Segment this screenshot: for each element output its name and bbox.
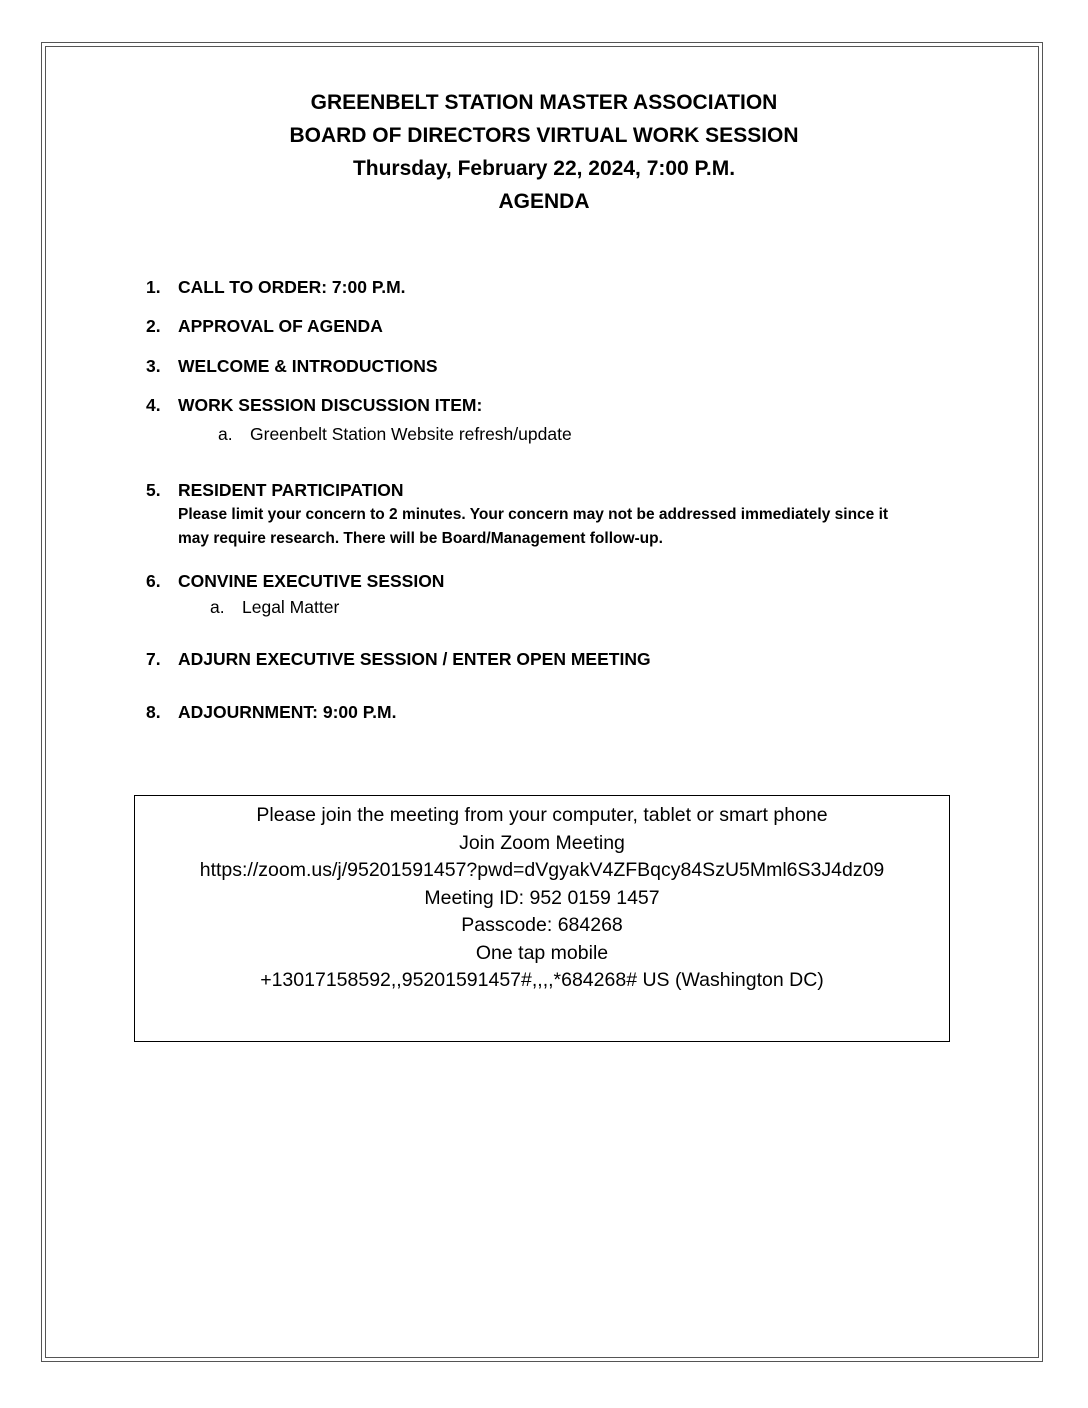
agenda-subitem-4a	[218, 424, 572, 445]
zoom-info-box	[134, 795, 950, 1042]
zoom-passcode: Passcode: 684268	[461, 914, 623, 936]
agenda-item-number: 6.	[146, 571, 161, 591]
organization-title: GREENBELT STATION MASTER ASSOCIATION	[310, 91, 778, 114]
agenda-item-1	[146, 277, 406, 298]
agenda-item-number: 7.	[146, 649, 161, 669]
zoom-meeting-link[interactable]: https://zoom.us/j/95201591457?pwd=dVgyakV4ZFBqcy84SzU5Mml6S3J4dz09	[199, 859, 885, 881]
agenda-item-8	[146, 702, 396, 723]
agenda-item-label: WORK SESSION DISCUSSION ITEM:	[178, 395, 483, 415]
agenda-item-6	[146, 571, 444, 592]
zoom-one-tap-label: One tap mobile	[475, 941, 609, 964]
subitem-letter: a.	[218, 424, 233, 444]
agenda-item-2	[146, 316, 383, 337]
note-line: Please limit your concern to 2 minutes. Your concern may not be addressed immediately since it	[178, 506, 889, 523]
agenda-item-label: ADJURN EXECUTIVE SESSION / ENTER OPEN MEETING	[178, 649, 651, 669]
subitem-letter: a.	[210, 597, 225, 617]
agenda-item-number: 8.	[146, 702, 161, 722]
agenda-item-label: RESIDENT PARTICIPATION	[178, 480, 404, 500]
zoom-join-instructions: Please join the meeting from your computer, tablet or smart phone	[256, 804, 828, 826]
agenda-item-number: 5.	[146, 480, 161, 500]
agenda-heading: AGENDA	[498, 190, 590, 213]
agenda-subitem-6a	[210, 597, 339, 618]
agenda-item-label: WELCOME & INTRODUCTIONS	[178, 356, 438, 376]
session-title: BOARD OF DIRECTORS VIRTUAL WORK SESSION	[289, 124, 799, 147]
meeting-date: Thursday, February 22, 2024, 7:00 P.M.	[352, 157, 736, 180]
agenda-item-label: CONVINE EXECUTIVE SESSION	[178, 571, 445, 591]
agenda-item-5	[146, 480, 404, 501]
agenda-item-label: CALL TO ORDER: 7:00 P.M.	[178, 277, 406, 297]
agenda-item-number: 2.	[146, 316, 161, 336]
zoom-meeting-id: Meeting ID: 952 0159 1457	[424, 886, 660, 909]
agenda-item-number: 4.	[146, 395, 161, 415]
agenda-item-number: 1.	[146, 277, 161, 297]
agenda-item-4	[146, 395, 482, 416]
subitem-label: Greenbelt Station Website refresh/update	[250, 424, 572, 444]
zoom-phone-number: +13017158592,,95201591457#,,,,*684268# US (Washington DC)	[260, 969, 824, 991]
document-header	[0, 86, 1088, 218]
agenda-item-3	[146, 356, 438, 377]
resident-participation-note	[178, 503, 978, 551]
agenda-item-label: ADJOURNMENT: 9:00 P.M.	[178, 702, 397, 722]
note-line: may require research. There will be Board/Management follow-up.	[178, 530, 663, 547]
agenda-item-label: APPROVAL OF AGENDA	[178, 316, 383, 336]
agenda-item-number: 3.	[146, 356, 161, 376]
zoom-join-heading: Join Zoom Meeting	[459, 831, 625, 854]
agenda-item-7	[146, 649, 651, 670]
subitem-label: Legal Matter	[242, 597, 340, 617]
